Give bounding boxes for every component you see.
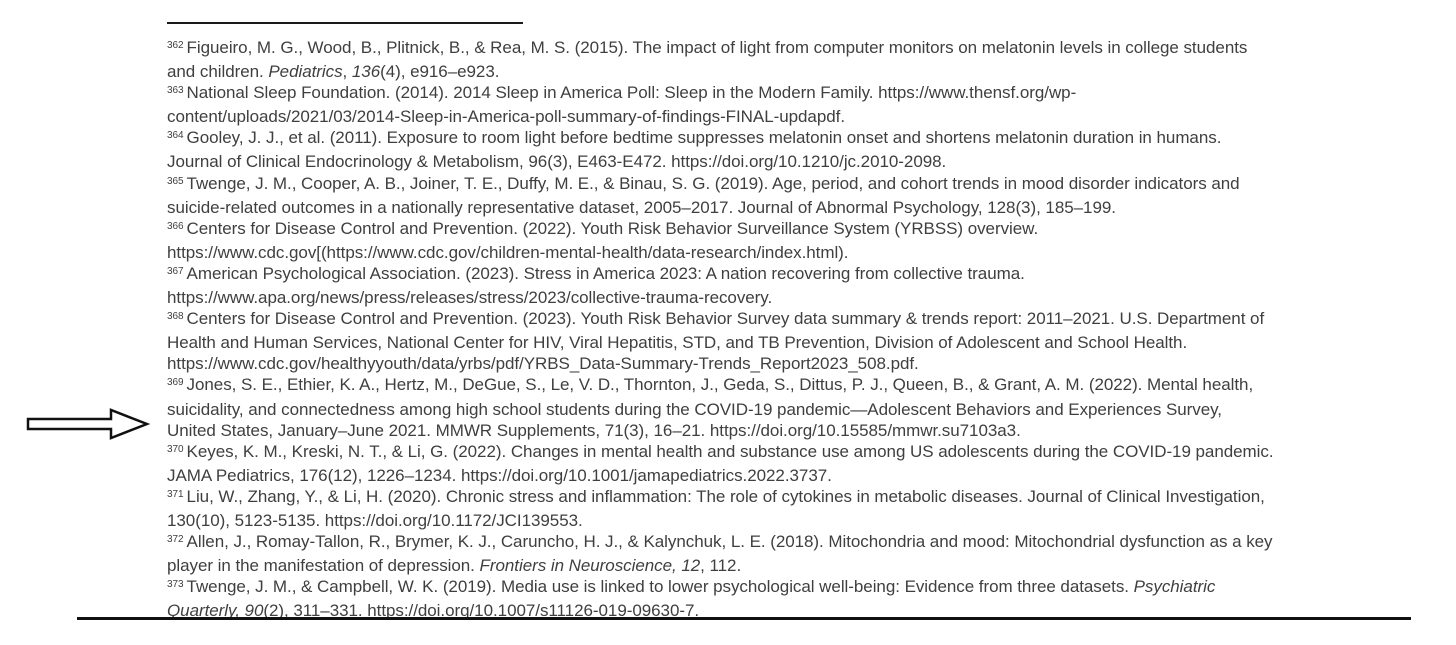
footnote-number: 368 [167, 311, 184, 323]
footnote-line [167, 173, 1327, 197]
footnote-line [167, 353, 1327, 374]
citation-text: National Sleep Foundation. (2014). 2014 Sleep in America Poll: Sleep in the Modern Family. https://www.thensf.org/wp- [186, 83, 1077, 103]
footnote-number: 370 [167, 443, 184, 455]
citation-text: (2), 311–331. https://doi.org/10.1007/s11126-019-09630-7. [263, 601, 700, 621]
footnote-number: 364 [167, 130, 184, 142]
citation-text: Twenge, J. M., Cooper, A. B., Joiner, T. E., Duffy, M. E., & Binau, S. G. (2019). Age, period, and cohort trends in mood disorder indicators and [186, 173, 1240, 193]
footnote-line [167, 263, 1327, 287]
footnote-line [167, 151, 1327, 172]
citation-text: Health and Human Services, National Center for HIV, Viral Hepatitis, STD, and TB Prevention, Division of Adolescent and School Health. [167, 333, 1188, 353]
italic-citation-text: Psychiatric [1133, 577, 1216, 597]
footnote-line [167, 420, 1327, 441]
italic-citation-text: Pediatrics [268, 62, 343, 82]
footnote-line [167, 486, 1327, 510]
footnote-number: 366 [167, 220, 184, 232]
citation-text: suicide-related outcomes in a nationally representative dataset, 2005–2017. Journal of Abnormal Psychology, 128(3), 185–199. [167, 197, 1116, 217]
citation-text: Twenge, J. M., & Campbell, W. K. (2019). Media use is linked to lower psychological well-being: Evidence from three datasets. [186, 577, 1134, 597]
citation-text: https://www.cdc.gov/healthyyouth/data/yrbs/pdf/YRBS_Data-Summary-Trends_Report2023_508.pdf. [167, 354, 919, 374]
footnote-line [167, 531, 1327, 555]
footnote-number: 367 [167, 265, 184, 277]
citation-text: (4), e916–e923. [380, 62, 500, 82]
citation-text: and children. [167, 62, 269, 82]
citation-text: JAMA Pediatrics, 176(12), 1226–1234. https://doi.org/10.1001/jamapediatrics.2022.3737. [167, 465, 832, 485]
footnote-368 [167, 308, 1327, 374]
footnote-line [167, 127, 1327, 151]
citation-text: Jones, S. E., Ethier, K. A., Hertz, M., DeGue, S., Le, V. D., Thornton, J., Geda, S., Dittus, P. J., Queen, B., & Grant, A. M. (2022). Mental health, [186, 375, 1254, 395]
citation-text: https://www.apa.org/news/press/releases/stress/2023/collective-trauma-recovery. [167, 288, 773, 308]
citation-text: United States, January–June 2021. MMWR Supplements, 71(3), 16–21. https://doi.org/10.15585/mmwr.su7103a3. [167, 420, 1021, 440]
footnote-371 [167, 486, 1327, 531]
citation-text: American Psychological Association. (2023). Stress in America 2023: A nation recovering from collective trauma. [186, 263, 1025, 283]
footnote-line [167, 465, 1327, 486]
citation-text: , 112. [700, 556, 742, 576]
citation-text: Centers for Disease Control and Prevention. (2023). Youth Risk Behavior Survey data summary & trends report: 2011–2021. U.S. Department of [186, 309, 1265, 329]
italic-citation-text: 136 [351, 62, 381, 82]
footnote-line [167, 441, 1327, 465]
footnote-366 [167, 218, 1327, 263]
footnote-line [167, 218, 1327, 242]
footnote-number: 369 [167, 377, 184, 389]
footnote-362 [167, 37, 1327, 82]
citation-text: suicidality, and connectedness among high school students during the COVID-19 pandemic—Adolescent Behaviors and Experiences Survey, [167, 399, 1222, 419]
footnote-number: 373 [167, 579, 184, 591]
italic-citation-text: Frontiers in Neuroscience, 12 [479, 556, 701, 576]
footnote-372 [167, 531, 1327, 576]
footnote-367 [167, 263, 1327, 308]
footnote-line [167, 576, 1327, 600]
citation-text: 130(10), 5123-5135. https://doi.org/10.1172/JCI139553. [167, 510, 583, 530]
footnote-line [167, 287, 1327, 308]
footnote-line [167, 61, 1327, 82]
footnote-line [167, 37, 1327, 61]
footnote-number: 365 [167, 175, 184, 187]
citation-text: Keyes, K. M., Kreski, N. T., & Li, G. (2022). Changes in mental health and substance use among US adolescents during the COVID-19 pandemic. [186, 441, 1274, 461]
citation-text: Liu, W., Zhang, Y., & Li, H. (2020). Chronic stress and inflammation: The role of cytokines in metabolic diseases. Journal of Clinical Investigation, [186, 486, 1265, 506]
citation-text: Gooley, J. J., et al. (2011). Exposure to room light before bedtime suppresses melatonin onset and shortens melatonin duration in humans. [186, 128, 1222, 148]
footnote-line [167, 510, 1327, 531]
footnote-line [167, 399, 1327, 420]
citation-text: player in the manifestation of depression. [167, 556, 480, 576]
citation-text: Allen, J., Romay-Tallon, R., Brymer, K. J., Caruncho, H. J., & Kalynchuk, L. E. (2018). Mitochondria and mood: Mitochondrial dysfunction as a key [186, 532, 1273, 552]
footnote-number: 363 [167, 85, 184, 97]
footnote-number: 362 [167, 40, 184, 51]
footnote-line [167, 374, 1327, 398]
footnote-line [167, 82, 1327, 106]
footnote-369 [167, 374, 1327, 440]
footnote-line [167, 332, 1327, 353]
footnote-number: 371 [167, 488, 184, 500]
citation-text: Centers for Disease Control and Prevention. (2022). Youth Risk Behavior Surveillance System (YRBSS) overview. [186, 218, 1039, 238]
citation-text: , [342, 62, 352, 82]
footnotes-list [167, 37, 1327, 621]
citation-text: Figueiro, M. G., Wood, B., Plitnick, B., & Rea, M. S. (2015). The impact of light from computer monitors on melatonin levels in college students [186, 38, 1248, 57]
footnote-line [167, 308, 1327, 332]
page-bottom-rule [77, 617, 1411, 620]
footnote-363 [167, 82, 1327, 127]
footnote-separator-rule [167, 22, 523, 24]
footnote-line [167, 242, 1327, 263]
footnote-364 [167, 127, 1327, 172]
citation-text: Journal of Clinical Endocrinology & Metabolism, 96(3), E463-E472. https://doi.org/10.1210/jc.2010-2098. [167, 152, 947, 172]
footnote-line [167, 555, 1327, 576]
citation-text: content/uploads/2021/03/2014-Sleep-in-America-poll-summary-of-findings-FINAL-updapdf. [167, 107, 845, 127]
footnote-line [167, 106, 1327, 127]
footnote-373 [167, 576, 1327, 621]
right-arrow-outline-icon [26, 408, 150, 440]
footnote-365 [167, 173, 1327, 218]
italic-citation-text: Quarterly, 90 [167, 601, 264, 621]
footnote-line [167, 197, 1327, 218]
footnote-370 [167, 441, 1327, 486]
citation-text: https://www.cdc.gov[(https://www.cdc.gov/children-mental-health/data-research/index.html). [167, 242, 849, 262]
footnote-number: 372 [167, 534, 184, 546]
